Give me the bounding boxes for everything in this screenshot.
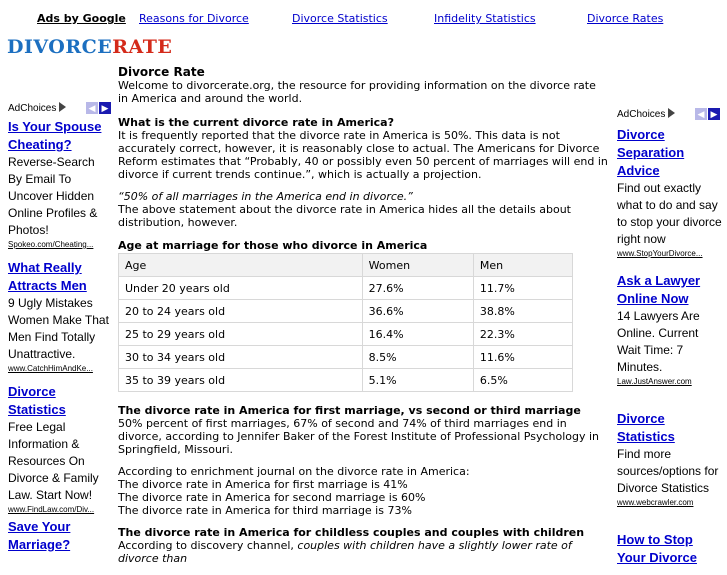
table-cell-women: 36.6% — [362, 300, 473, 323]
ad-pager — [695, 108, 721, 120]
next-ad-arrow-icon[interactable]: ▶ — [99, 102, 111, 114]
table-cell-age: Under 20 years old — [119, 277, 363, 300]
table-cell-women: 8.5% — [362, 346, 473, 369]
section-body-children-lead: According to discovery channel, — [118, 539, 298, 552]
ad-url-link[interactable]: www.webcrawler.com — [617, 498, 694, 507]
section-body-current-rate: It is frequently reported that the divorce rate in America is 50%. This data is not accurately correct, however, it is reasonably close to actual. The Americans for Divorce Reform estimates that “Probably, 40 or possibly even 50 percent of marriages will end in divorce if current trends continue.”, which is actually a projection. — [118, 129, 608, 181]
ad-body-text: 14 Lawyers Are Online. Current Wait Time: 7 Minutes. — [617, 309, 700, 374]
ad-url-link[interactable]: www.CatchHimAndKe... — [8, 364, 93, 373]
ad-unit — [8, 118, 112, 251]
ad-body-text: 9 Ugly Mistakes Women Make That Men Find Totally Unattractive. — [8, 296, 109, 361]
left-ad-column — [8, 102, 112, 562]
age-at-marriage-table — [118, 253, 573, 392]
page-title: Divorce Rate — [118, 65, 205, 79]
adchoices-label[interactable] — [8, 102, 112, 118]
ad-unit — [8, 518, 112, 554]
adchoices-text: AdChoices — [8, 103, 57, 114]
adchoices-text: AdChoices — [617, 109, 666, 120]
nav-link-infidelity-statistics[interactable]: Infidelity Statistics — [434, 12, 536, 25]
ad-unit — [617, 531, 723, 567]
column-header-men: Men — [473, 254, 572, 277]
table-cell-men: 11.7% — [473, 277, 572, 300]
top-navigation — [0, 12, 727, 28]
nav-link-divorce-statistics[interactable]: Divorce Statistics — [292, 12, 388, 25]
section-heading-children: The divorce rate in America for childless couples and couples with children — [118, 526, 585, 539]
ad-title-link[interactable]: Save Your Marriage? — [8, 519, 71, 552]
ad-unit — [617, 272, 723, 388]
previous-ad-arrow-icon[interactable]: ◀ — [695, 108, 707, 120]
table-cell-women: 27.6% — [362, 277, 473, 300]
table-cell-men: 11.6% — [473, 346, 572, 369]
ad-body-text: Find more sources/options for Divorce Statistics — [617, 447, 719, 495]
nav-link-divorce-rates[interactable]: Divorce Rates — [587, 12, 664, 25]
ad-unit — [8, 383, 112, 516]
previous-ad-arrow-icon[interactable]: ◀ — [86, 102, 98, 114]
section-heading-marriage-order: The divorce rate in America for first marriage, vs second or third marriage — [118, 404, 581, 417]
table-header-row — [119, 254, 573, 277]
main-content — [118, 66, 608, 574]
intro-text: Welcome to divorcerate.org, the resource for providing information on the divorce rate in America and around the world. — [118, 79, 596, 105]
ad-url-link[interactable]: Law.JustAnswer.com — [617, 377, 692, 386]
table-cell-age: 20 to 24 years old — [119, 300, 363, 323]
site-logo[interactable] — [7, 36, 172, 58]
section-body-children-emphasis: couples with children have a slightly lower rate of divorce than — [118, 539, 572, 565]
table-row — [119, 369, 573, 392]
adchoices-icon — [59, 102, 66, 112]
table-row — [119, 277, 573, 300]
section-heading-current-rate: What is the current divorce rate in America? — [118, 116, 394, 129]
ad-title-link[interactable]: Ask a Lawyer Online Now — [617, 273, 701, 306]
enrichment-line: The divorce rate in America for first marriage is 41% — [118, 478, 408, 491]
ad-title-link[interactable]: Divorce Separation Advice — [617, 127, 685, 178]
table-row — [119, 300, 573, 323]
adchoices-label[interactable] — [617, 108, 723, 126]
table-cell-women: 16.4% — [362, 323, 473, 346]
ad-url-link[interactable]: www.StopYourDivorce... — [617, 249, 703, 258]
table-cell-age: 25 to 29 years old — [119, 323, 363, 346]
enrichment-line: The divorce rate in America for third marriage is 73% — [118, 504, 412, 517]
table-cell-age: 35 to 39 years old — [119, 369, 363, 392]
ad-url-link[interactable]: Spokeo.com/Cheating... — [8, 240, 94, 249]
table-cell-age: 30 to 34 years old — [119, 346, 363, 369]
ad-url-link[interactable]: www.FindLaw.com/Div... — [8, 505, 95, 514]
ad-body-text: Reverse-Search By Email To Uncover Hidden Online Profiles & Photos! — [8, 155, 98, 237]
ad-pager — [86, 102, 112, 114]
ad-body-text: Free Legal Information & Resources On Divorce & Family Law. Start Now! — [8, 420, 99, 502]
ad-unit — [617, 126, 723, 260]
quote-text: “50% of all marriages in the America end in divorce.” — [118, 190, 413, 203]
column-header-age: Age — [119, 254, 363, 277]
table-cell-men: 38.8% — [473, 300, 572, 323]
ad-title-link[interactable]: Divorce Statistics — [617, 411, 675, 444]
table-cell-women: 5.1% — [362, 369, 473, 392]
logo-part-rate: RATE — [112, 36, 173, 58]
section-body-marriage-order: 50% percent of first marriages, 67% of second and 74% of third marriages end in divorce, according to Jennifer Baker of the Forest Institute of Professional Psychology in Springfield, Missouri. — [118, 417, 600, 456]
quote-follow-text: The above statement about the divorce rate in America hides all the details about distribution, however. — [118, 203, 571, 229]
table-row — [119, 323, 573, 346]
adchoices-icon — [668, 108, 675, 118]
nav-link-reasons-for-divorce[interactable]: Reasons for Divorce — [139, 12, 249, 25]
ad-title-link[interactable]: Divorce Statistics — [8, 384, 66, 417]
logo-part-divorce: DIVORCE — [7, 36, 113, 58]
column-header-women: Women — [362, 254, 473, 277]
ad-title-link[interactable]: How to Stop Your Divorce — [617, 532, 697, 565]
ad-unit — [617, 410, 723, 509]
enrichment-line: The divorce rate in America for second marriage is 60% — [118, 491, 426, 504]
table-heading: Age at marriage for those who divorce in America — [118, 239, 428, 252]
table-row — [119, 346, 573, 369]
enrichment-intro: According to enrichment journal on the divorce rate in America: — [118, 465, 470, 478]
ad-title-link[interactable]: What Really Attracts Men — [8, 260, 87, 293]
ad-title-link[interactable]: Is Your Spouse Cheating? — [8, 119, 102, 152]
ads-by-google-label[interactable]: Ads by Google — [37, 12, 126, 25]
table-cell-men: 6.5% — [473, 369, 572, 392]
ad-unit — [8, 259, 112, 375]
next-ad-arrow-icon[interactable]: ▶ — [708, 108, 720, 120]
ad-body-text: Find out exactly what to do and say to stop your divorce right now — [617, 181, 722, 246]
table-cell-men: 22.3% — [473, 323, 572, 346]
right-ad-column — [617, 108, 723, 575]
